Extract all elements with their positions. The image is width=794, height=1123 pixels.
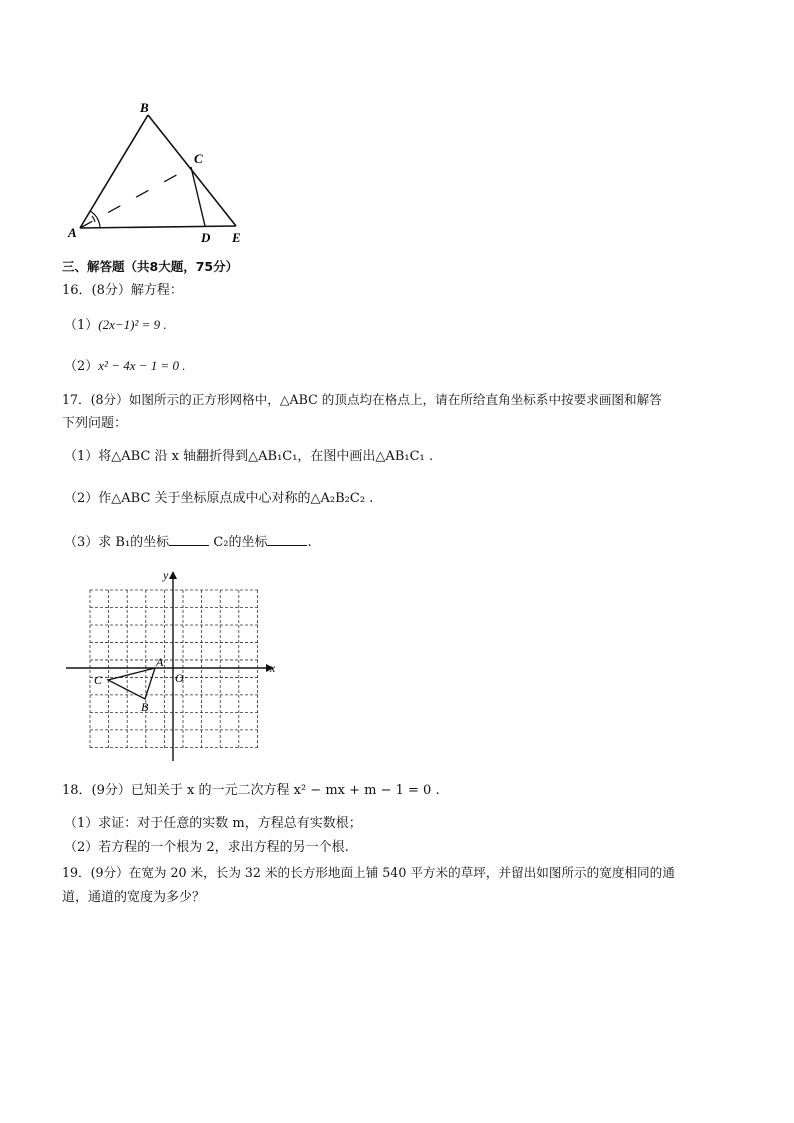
label-c: C bbox=[194, 151, 203, 166]
q16-part2-label: （2） bbox=[64, 359, 99, 374]
point-b-label: B bbox=[141, 700, 149, 714]
q19-line1: 19．(9分）在宽为 20 米，长为 32 米的长方形地面上铺 540 平方米的草坪，并留出如图所示的宽度相同的通 bbox=[62, 865, 675, 880]
q16-part1 bbox=[64, 316, 167, 335]
label-d: D bbox=[201, 230, 211, 245]
angle-arc-inner bbox=[92, 216, 95, 222]
y-axis-label: y bbox=[163, 568, 169, 582]
q17-part3 bbox=[64, 532, 312, 552]
point-a-label: A bbox=[156, 655, 164, 669]
segment-ac bbox=[80, 167, 191, 228]
label-e: E bbox=[232, 230, 241, 245]
q16-part1-label: （1） bbox=[64, 318, 99, 333]
q17-part3-a: （3）求 B₁的坐标 bbox=[64, 535, 170, 550]
section-title: 三、解答题（共8大题，75分） bbox=[62, 259, 239, 274]
grid-lines bbox=[90, 590, 258, 748]
label-a: A bbox=[68, 225, 77, 240]
x-axis-label: x bbox=[270, 661, 276, 675]
y-axis-arrow bbox=[169, 571, 177, 579]
triangle-figure bbox=[60, 95, 260, 245]
q16-part2 bbox=[64, 357, 186, 376]
q17-stem-line2: 下列问题： bbox=[62, 416, 128, 431]
angle-arc-outer bbox=[90, 211, 100, 228]
coordinate-grid-figure bbox=[60, 565, 285, 765]
origin-label: O bbox=[175, 671, 184, 685]
point-c-label: C bbox=[94, 673, 103, 687]
q16-part1-expr: (2x−1)² = 9 . bbox=[98, 317, 167, 332]
q16-stem: 16．(8分）解方程： bbox=[62, 283, 183, 298]
answer-blank-c2[interactable] bbox=[267, 532, 307, 546]
triangle-abc bbox=[108, 668, 155, 699]
q17-stem-line1: 17．(8分）如图所示的正方形网格中，△ABC 的顶点均在格点上，请在所给直角坐标系中按要求画图和解答 bbox=[62, 392, 662, 407]
segment-ae bbox=[80, 226, 236, 228]
answer-blank-b1[interactable] bbox=[169, 532, 209, 546]
segment-cd bbox=[191, 167, 205, 226]
q17-part1: （1）将△ABC 沿 x 轴翻折得到△AB₁C₁，在图中画出△AB₁C₁ . bbox=[64, 449, 434, 464]
q19-line2: 道，通道的宽度为多少？ bbox=[62, 890, 206, 905]
q17-part3-c: . bbox=[307, 535, 312, 550]
label-b: B bbox=[140, 100, 149, 115]
q17-part2: （2）作△ABC 关于坐标原点成中心对称的△A₂B₂C₂ . bbox=[64, 491, 374, 506]
q17-part3-b: C₂的坐标 bbox=[213, 535, 268, 550]
q16-part2-expr: x² − 4x − 1 = 0 . bbox=[98, 358, 186, 373]
q18-stem: 18．(9分）已知关于 x 的一元二次方程 x² − mx + m − 1 = 0 . bbox=[62, 783, 440, 798]
q18-part2: （2）若方程的一个根为 2，求出方程的另一个根. bbox=[64, 840, 349, 855]
q18-part1: （1）求证：对于任意的实数 m，方程总有实数根； bbox=[64, 816, 362, 831]
